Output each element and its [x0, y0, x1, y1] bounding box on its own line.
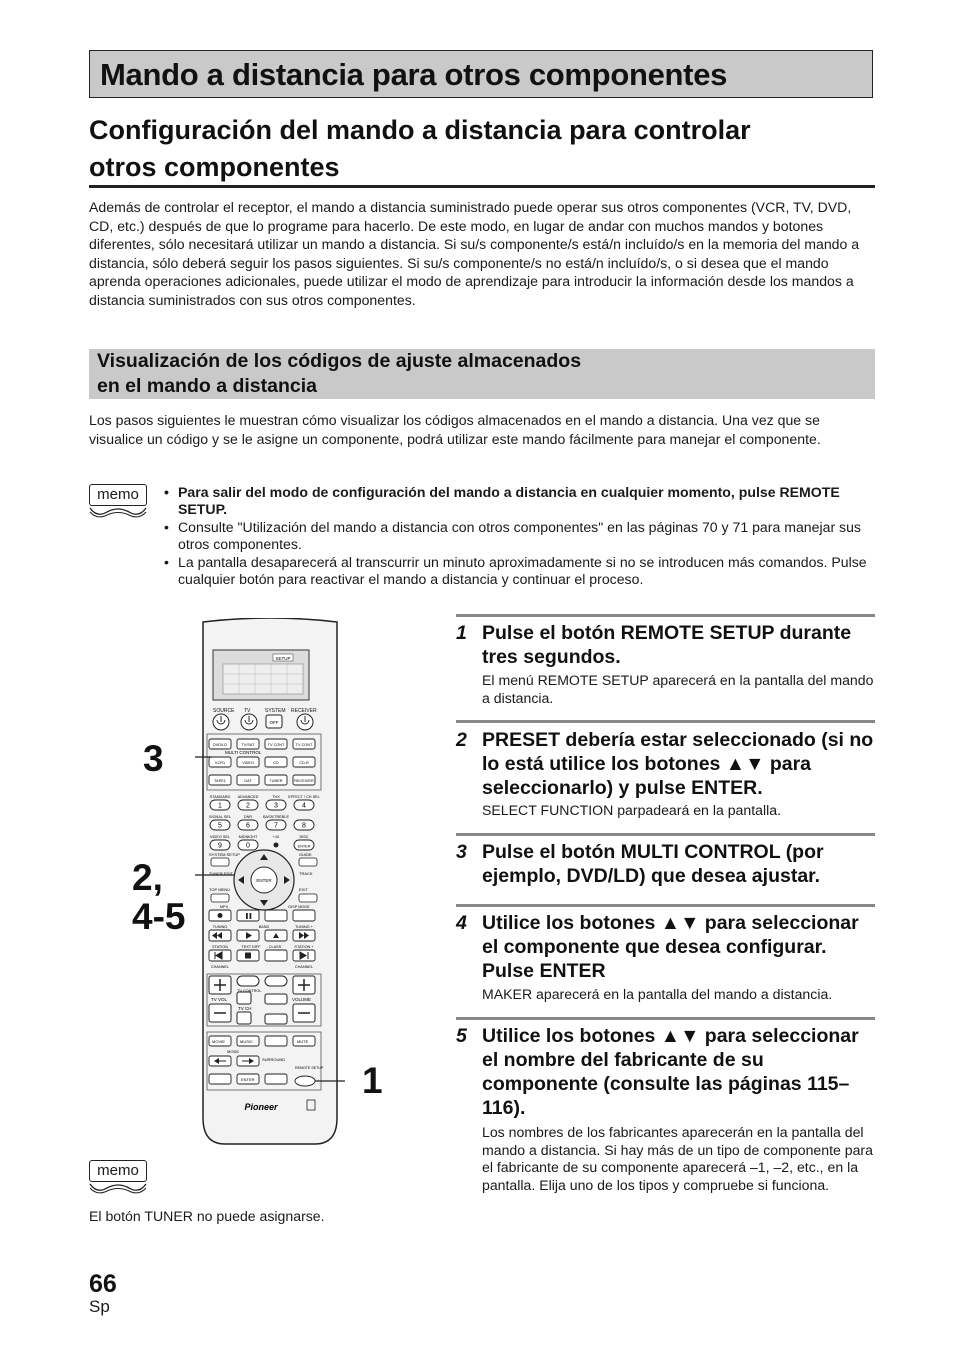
remote-digit-top-label: ADVANCED	[237, 795, 259, 799]
step-number: 1	[456, 622, 467, 644]
remote-transport-button	[293, 910, 315, 921]
remote-digit-top-label: MIDNIGHT	[238, 835, 258, 839]
remote-nav-label: SYSTEM SETUP	[209, 852, 240, 857]
remote-small-button	[265, 1014, 287, 1024]
memo-item: • Consulte "Utilización del mando a distancia con otros componentes" en las páginas 70 y 71 para manejar sus otros componentes.	[160, 519, 876, 554]
remote-transport-button	[237, 910, 259, 921]
step-rule	[456, 720, 875, 723]
remote-transport-button	[265, 950, 287, 961]
page-number: 66	[89, 1270, 117, 1298]
remote-transport-button	[265, 910, 287, 921]
remote-button-label: 0	[246, 842, 250, 850]
bottom-memo-text: El botón TUNER no puede asignarse.	[89, 1208, 325, 1224]
remote-tv-control-label: TV CONTROL	[237, 989, 262, 993]
remote-music-label: MUSIC	[240, 1039, 253, 1044]
remote-button-label: 3	[274, 802, 278, 810]
remote-digit-top-label: SIGNAL SEL	[208, 815, 232, 819]
step-rule	[456, 904, 875, 907]
remote-nav-label: TRACK	[299, 871, 313, 876]
remote-button-label: 7	[274, 822, 278, 830]
remote-multi-control-label: MULTI CONTROL	[225, 750, 262, 755]
step-2-body: SELECT FUNCTION parpadeará en la pantalla.	[482, 802, 781, 818]
remote-tv-ch-up	[237, 992, 251, 1004]
subsection-title-line2: en el mando a distancia	[97, 375, 317, 397]
remote-volume-label: VOLUME	[292, 997, 312, 1002]
remote-button-label: 8	[302, 822, 306, 830]
remote-digit-top-label: STANDARD	[209, 795, 231, 799]
section-title	[89, 112, 875, 186]
remote-button-label: VCR1	[214, 761, 226, 765]
step-number: 2	[456, 729, 467, 751]
memo-item: • La pantalla desaparecerá al transcurrir un minuto aproximadamente si no se introducen más comandos. Pulse cualquier botón para reactivar el mando a distancia y continuar el proceso.	[160, 554, 876, 589]
chapter-title: Mando a distancia para otros componentes	[100, 57, 728, 92]
step-5-body: Los nombres de los fabricantes aparecerán en la pantalla del mando a distancia. Si hay más de un tipo de componente para el fabricante de su componente aparecerá –1, –2, etc., en la pantalla. Elija uno de los tipos y compruebe si funciona.	[482, 1124, 873, 1193]
step-rule	[456, 833, 875, 836]
remote-label-receiver: RECEIVER	[291, 708, 317, 714]
remote-enter2-label: ENTER	[241, 1077, 255, 1082]
step-number: 3	[456, 841, 467, 863]
remote-button-label: CD	[273, 761, 279, 765]
remote-tv-ch-down	[237, 1012, 251, 1024]
remote-nav-label: GUIDE	[299, 852, 312, 857]
remote-setup-label: REMOTE SETUP	[295, 1066, 324, 1070]
remote-label-source: SOURCE	[213, 708, 235, 714]
remote-stop-glyph	[245, 953, 251, 959]
remote-label-tv: TV	[244, 708, 251, 714]
remote-record-glyph	[218, 913, 223, 918]
remote-transport-label: TUNING	[212, 925, 228, 929]
step-title-text: Utilice los botones ▲▼ para seleccionar el nombre del fabricante de su componente (consulte las páginas 115–116).	[482, 1025, 859, 1119]
remote-button-label: TV CONT	[267, 743, 285, 747]
subsection-title	[97, 349, 581, 399]
remote-mute-label: MUTE	[297, 1039, 309, 1044]
callout-1: 1	[362, 1060, 383, 1101]
remote-digit-top-label: DISC	[299, 835, 309, 839]
remote-lcd-matrix	[223, 664, 303, 694]
remote-transport-label: TEXT DIFF	[241, 945, 261, 949]
remote-button-label: RECEIVER	[294, 779, 314, 783]
remote-nav-label: TOP MENU	[209, 887, 230, 892]
step-rule	[456, 614, 875, 617]
memo-list	[160, 484, 876, 588]
remote-transport-label: MPX	[219, 905, 229, 909]
remote-button-label: TUNER	[269, 779, 283, 783]
remote-nav-label: EXIT	[299, 887, 308, 892]
remote-mode-label: MODE	[227, 1049, 239, 1054]
remote-pause-glyph	[250, 913, 252, 919]
remote-pause-glyph	[246, 913, 248, 919]
memo-wave-icon	[89, 1182, 147, 1196]
step-title-text: PRESET debería estar seleccionado (si no lo está utilice los botones ▲▼ para seleccionarlo) y pulse ENTER.	[482, 729, 874, 799]
remote-button-label: 1	[218, 802, 222, 810]
remote-tv-ch-label: TV CH	[238, 1006, 252, 1011]
memo-label: memo	[89, 1160, 147, 1182]
subsection-title-line1: Visualización de los códigos de ajuste almacenados	[97, 350, 582, 372]
remote-tv-control-button	[237, 976, 259, 986]
step-title-text: Utilice los botones ▲▼ para seleccionar el componente que desea configurar. Pulse ENTER	[482, 912, 859, 982]
remote-digit-top-label: VIDEO SEL	[209, 835, 231, 839]
remote-label-system: SYSTEM	[265, 708, 286, 714]
remote-digit-top-label: BASS/TREBLE	[263, 815, 289, 819]
remote-enter-label: ENTER	[256, 878, 272, 883]
chapter-banner	[89, 50, 873, 98]
remote-digit-top-label: THX	[272, 795, 280, 799]
remote-setup-button	[295, 1076, 315, 1086]
remote-lcd-setup: SETUP	[275, 656, 291, 661]
remote-button-label: TV/SAT	[241, 743, 255, 747]
remote-digit-top-label: EFFECT / CH SEL	[288, 795, 320, 799]
remote-digit-top-label: +10	[272, 835, 280, 839]
remote-button-label: VIDEO	[242, 761, 254, 765]
remote-transport-label: CLASS	[268, 945, 282, 949]
step-title-text: Pulse el botón MULTI CONTROL (por ejemplo, DVD/LD) que desea ajustar.	[482, 841, 824, 887]
remote-nav-label: TUNER EDIT	[209, 871, 233, 876]
subsection-banner	[89, 349, 875, 399]
memo-icon	[89, 484, 149, 516]
remote-control-illustration	[195, 618, 345, 1148]
page-language: Sp	[89, 1297, 110, 1316]
step-1-body: El menú REMOTE SETUP aparecerá en la pantalla del mando a distancia.	[482, 672, 874, 706]
remote-small-button	[265, 1036, 287, 1046]
section-rule	[89, 185, 875, 188]
remote-tv-vol-label: TV VOL	[211, 997, 228, 1002]
memo-wave-icon	[89, 506, 147, 520]
remote-digit-top-label: DNR	[243, 815, 253, 819]
memo-label: memo	[89, 484, 147, 506]
remote-transport-label: CHANNEL	[210, 965, 230, 969]
remote-button-label: 9	[218, 842, 222, 850]
subsection-paragraph: Los pasos siguientes le muestran cómo visualizar los códigos almacenados en el mando a distancia. Una vez que se visualice un código y se le asigne un componente, podrá utilizar este mando fácilmente para manejar el componente.	[89, 412, 821, 447]
step-rule	[456, 1017, 875, 1020]
remote-button-label: CD-R	[299, 761, 309, 765]
remote-transport-label: TUNING +	[295, 925, 313, 929]
remote-button-label: DAT	[244, 779, 252, 783]
section-title-line1: Configuración del mando a distancia para controlar	[89, 115, 751, 145]
remote-button-label: 5	[218, 822, 222, 830]
remote-transport-label: CHANNEL	[294, 965, 314, 969]
remote-surround-label: SURROUND	[262, 1057, 286, 1062]
remote-button-label: 4	[302, 802, 306, 810]
callout-245-line1: 2,	[132, 857, 163, 898]
remote-transport-label: BAND	[258, 925, 270, 929]
remote-small-button	[209, 1074, 231, 1084]
remote-small-button	[265, 994, 287, 1004]
step-4-body: MAKER aparecerá en la pantalla del mando a distancia.	[482, 986, 833, 1002]
remote-input-button	[265, 976, 287, 986]
remote-dot-button	[274, 843, 279, 848]
step-title-text: Pulse el botón REMOTE SETUP durante tres segundos.	[482, 622, 852, 668]
remote-small-button	[265, 1074, 287, 1084]
step-number: 5	[456, 1025, 467, 1047]
step-number: 4	[456, 912, 467, 934]
section-title-line2: otros componentes	[89, 152, 340, 182]
memo-icon-bottom	[89, 1160, 149, 1192]
remote-button-label: TAPE1	[214, 779, 226, 783]
remote-button-label: DVD/LD	[213, 743, 227, 747]
memo-item: • Para salir del modo de configuración del mando a distancia en cualquier momento, pulse REMOTE SETUP.	[160, 484, 876, 519]
remote-button-label: 2	[246, 802, 250, 810]
remote-brand-logo: Pioneer	[244, 1102, 278, 1112]
intro-paragraph: Además de controlar el receptor, el mando a distancia suministrado puede operar sus otros componentes (VCR, TV, DVD, CD, etc.) después de que lo programe para hacerlo. De este modo, en lugar de andar con muchos mandos y botones diferentes, sólo necesitará utilizar un mando a distancia. Si su/s componente/s está/n incluído/s en la memoria del mando a distancia, sólo deberá seguir los pasos siguientes. Si su/s componente/s no está/n incluído/s, o si desea que el mando aprenda operaciones adicionales, puede utilizar el modo de aprendizaje para introducir la información desde los mandos a distancia suministrados con sus otros componentes.	[89, 199, 860, 308]
callout-3: 3	[143, 738, 164, 779]
remote-transport-label: STATION	[212, 945, 228, 949]
remote-movie-label: MOVIE	[212, 1039, 225, 1044]
remote-button-label: 6	[246, 822, 250, 830]
callout-245-line2: 4-5	[132, 896, 186, 937]
remote-button-label: ENTER	[297, 844, 311, 849]
remote-button-label: TV CONT	[295, 743, 313, 747]
remote-transport-label: DISP MODE	[288, 905, 310, 909]
remote-off-label: OFF	[269, 720, 279, 725]
remote-transport-label: STATION +	[294, 945, 314, 949]
